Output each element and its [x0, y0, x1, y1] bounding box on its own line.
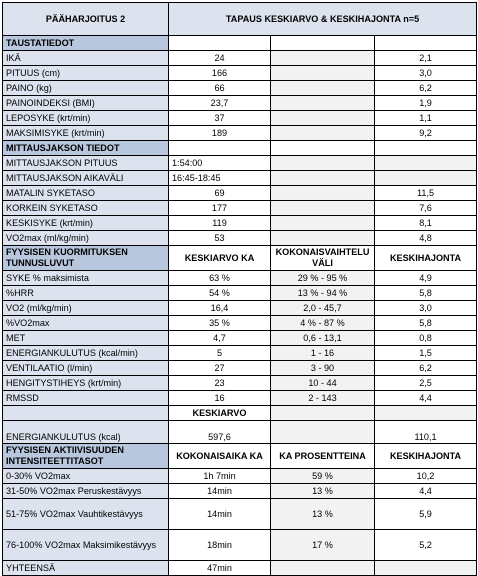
row-sd: 4,4: [375, 391, 477, 406]
row-mean: 16:45-18:45: [169, 171, 271, 186]
col-header-range: KOKONAISVAIHTELU VÄLI: [271, 246, 375, 271]
row-sd: 0,8: [375, 331, 477, 346]
table-row: [3, 286, 477, 301]
row-mean: 24: [169, 51, 271, 66]
row-range: 2,0 - 45,7: [271, 301, 375, 316]
table-row: [3, 331, 477, 346]
table-row: [3, 201, 477, 216]
row-sd: 2,1: [375, 51, 477, 66]
table-row: [3, 186, 477, 201]
row-range: 3 - 90: [271, 361, 375, 376]
row-label: PAINOINDEKSI (BMI): [3, 96, 169, 111]
exercise-title: PÄÄHARJOITUS 2: [3, 3, 169, 36]
row-sd: 110,1: [375, 421, 477, 444]
row-mean: 27: [169, 361, 271, 376]
row-range: 10 - 44: [271, 376, 375, 391]
table-row: [3, 406, 477, 421]
row-mean: 69: [169, 186, 271, 201]
row-sd: 2,5: [375, 376, 477, 391]
row-label: MET: [3, 331, 169, 346]
row-sd: 11,5: [375, 186, 477, 201]
row-mean: 5: [169, 346, 271, 361]
row-sd: 8,1: [375, 216, 477, 231]
row-sd: 5,8: [375, 286, 477, 301]
table-row: [3, 421, 477, 444]
row-mean: 53: [169, 231, 271, 246]
row-sd: 6,2: [375, 81, 477, 96]
table-row: [3, 126, 477, 141]
row-label: %HRR: [3, 286, 169, 301]
row-label: VO2 (ml/kg/min): [3, 301, 169, 316]
table-row: [3, 96, 477, 111]
row-mean: 119: [169, 216, 271, 231]
row-time: 1h 7min: [169, 469, 271, 484]
row-label: MAKSIMISYKE (krt/min): [3, 126, 169, 141]
row-label: YHTEENSÄ: [3, 561, 169, 576]
row-label: MITTAUSJAKSON AIKAVÄLI: [3, 171, 169, 186]
row-sd: 5,9: [375, 499, 477, 530]
section-title: TAUSTATIEDOT: [3, 36, 169, 51]
table-row: [3, 499, 477, 530]
table-row: [3, 316, 477, 331]
row-label: SYKE % maksimista: [3, 271, 169, 286]
row-pct: 59 %: [271, 469, 375, 484]
row-mean: 597,6: [169, 421, 271, 444]
row-sd: 5,2: [375, 530, 477, 561]
row-label: VO2max (ml/kg/min): [3, 231, 169, 246]
row-label: 51-75% VO2max Vauhtikestävyys: [3, 499, 169, 530]
table-row: [3, 156, 477, 171]
row-label: MITTAUSJAKSON PITUUS: [3, 156, 169, 171]
row-label: 31-50% VO2max Peruskestävyys: [3, 484, 169, 499]
row-mean: 23,7: [169, 96, 271, 111]
row-pct: 17 %: [271, 530, 375, 561]
row-sd: 4,9: [375, 271, 477, 286]
section-header: [3, 444, 477, 469]
case-title: TAPAUS KESKIARVO & KESKIHAJONTA n=5: [169, 3, 477, 36]
row-label: PAINO (kg): [3, 81, 169, 96]
row-label: LEPOSYKE (krt/min): [3, 111, 169, 126]
row-sd: 5,8: [375, 316, 477, 331]
row-label: RMSSD: [3, 391, 169, 406]
row-label: 76-100% VO2max Maksimikestävyys: [3, 530, 169, 561]
table-row: [3, 216, 477, 231]
row-mean: 54 %: [169, 286, 271, 301]
row-mean: 35 %: [169, 316, 271, 331]
row-range: 2 - 143: [271, 391, 375, 406]
table-row: [3, 301, 477, 316]
section-title: FYYSISEN KUORMITUKSEN TUNNUSLUVUT: [3, 246, 169, 271]
row-label: IKÄ: [3, 51, 169, 66]
col-header-sd: KESKIHAJONTA: [375, 246, 477, 271]
row-sd: 4,8: [375, 231, 477, 246]
row-label: KORKEIN SYKETASO: [3, 201, 169, 216]
row-label: ENERGIANKULUTUS (kcal): [3, 421, 169, 444]
table-row: [3, 171, 477, 186]
col-header-mean: KESKIARVO: [169, 406, 271, 421]
row-label: ENERGIANKULUTUS (kcal/min): [3, 346, 169, 361]
table-row: [3, 484, 477, 499]
col-header-pct: KA PROSENTTEINA: [271, 444, 375, 469]
row-pct: 13 %: [271, 499, 375, 530]
row-mean: 16,4: [169, 301, 271, 316]
row-range: 4 % - 87 %: [271, 316, 375, 331]
results-table: [2, 2, 477, 576]
section-header: [3, 36, 477, 51]
table-row: [3, 561, 477, 576]
row-sd: 3,0: [375, 66, 477, 81]
row-label: KESKISYKE (krt/min): [3, 216, 169, 231]
row-time: 14min: [169, 484, 271, 499]
row-sd: 7,6: [375, 201, 477, 216]
table-row: [3, 66, 477, 81]
table-row: [3, 51, 477, 66]
section-header: [3, 141, 477, 156]
table-row: [3, 361, 477, 376]
row-sd: 10,2: [375, 469, 477, 484]
row-mean: 4,7: [169, 331, 271, 346]
row-range: 0,6 - 13,1: [271, 331, 375, 346]
row-sd: 9,2: [375, 126, 477, 141]
row-sd: 6,2: [375, 361, 477, 376]
row-mean: 16: [169, 391, 271, 406]
row-sd: 1,5: [375, 346, 477, 361]
row-time: 14min: [169, 499, 271, 530]
row-pct: 13 %: [271, 484, 375, 499]
row-range: 13 % - 94 %: [271, 286, 375, 301]
row-label: PITUUS (cm): [3, 66, 169, 81]
row-mean: 177: [169, 201, 271, 216]
row-sd: 3,0: [375, 301, 477, 316]
section-header: [3, 246, 477, 271]
row-mean: 1:54:00: [169, 156, 271, 171]
row-sd: 1,9: [375, 96, 477, 111]
col-header-sd: KESKIHAJONTA: [375, 444, 477, 469]
table-header-row: [3, 3, 477, 36]
row-mean: 63 %: [169, 271, 271, 286]
section-title: FYYSISEN AKTIIVISUUDEN INTENSITEETTITASOT: [3, 444, 169, 469]
row-time: 18min: [169, 530, 271, 561]
table-row: [3, 391, 477, 406]
table-row: [3, 111, 477, 126]
table-row: [3, 530, 477, 561]
row-label: VENTILAATIO (l/min): [3, 361, 169, 376]
row-label: HENGITYSTIHEYS (krt/min): [3, 376, 169, 391]
row-mean: 66: [169, 81, 271, 96]
row-label: 0-30% VO2max: [3, 469, 169, 484]
row-mean: 189: [169, 126, 271, 141]
row-mean: 23: [169, 376, 271, 391]
row-sd: 1,1: [375, 111, 477, 126]
row-label: MATALIN SYKETASO: [3, 186, 169, 201]
row-sd: 4,4: [375, 484, 477, 499]
row-mean: 166: [169, 66, 271, 81]
table-row: [3, 231, 477, 246]
row-label: %VO2max: [3, 316, 169, 331]
row-range: 1 - 16: [271, 346, 375, 361]
row-mean: 37: [169, 111, 271, 126]
table-row: [3, 376, 477, 391]
table-row: [3, 469, 477, 484]
row-time: 47min: [169, 561, 271, 576]
col-header-mean: KESKIARVO KA: [169, 246, 271, 271]
col-header-time: KOKONAISAIKA KA: [169, 444, 271, 469]
table-row: [3, 271, 477, 286]
table-row: [3, 346, 477, 361]
section-title: MITTAUSJAKSON TIEDOT: [3, 141, 169, 156]
table-row: [3, 81, 477, 96]
row-range: 29 % - 95 %: [271, 271, 375, 286]
